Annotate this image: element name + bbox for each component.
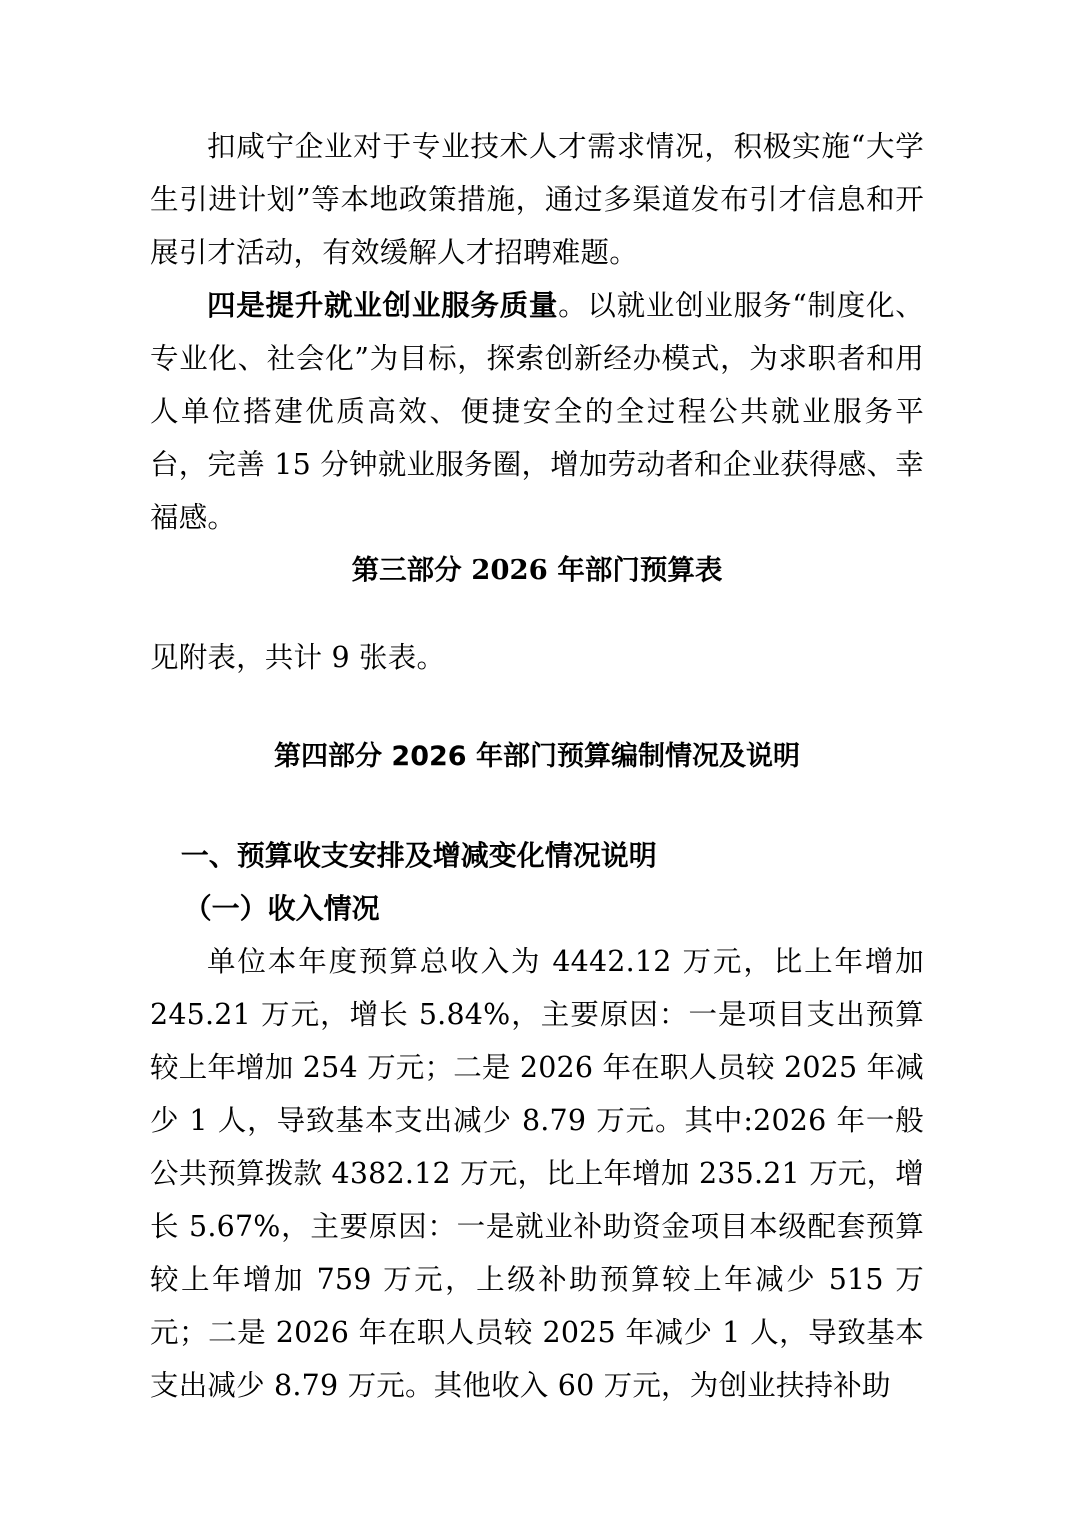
paragraph-talent-recruitment: 扣咸宁企业对于专业技术人才需求情况，积极实施“大学生引进计划”等本地政策措施，通过多渠道发布引才信息和开展引才活动，有效缓解人才招聘难题。 <box>150 130 924 269</box>
spacer <box>150 783 924 829</box>
paragraph-lead-label: 四是提升就业创业服务质量 <box>207 288 559 322</box>
paragraph-income-details: 单位本年度预算总收入为 4442.12 万元，比上年增加 245.21 万元，增长 5.84%，主要原因：一是项目支出预算较上年增加 254 万元；二是 2026 年在职人员较 2025 年减少 1 人，导致基本支出减少 8.79 万元。其中:2026 年一般公共预算拨款 4382.12 万元，比上年增加 235.21 万元，增长 5.67%，主要原因：一是就业补助资金项目本级配套预算较上年增加 759 万元，上级补助预算较上年减少 515 万元；二是 2026 年在职人员较 2025 年减少 1 人，导致基本支出减少 8.79 万元。其他收入 60 万元，为创业扶持补助 <box>150 945 924 1402</box>
heading-income-situation: （一）收入情况 <box>183 892 380 925</box>
spacer <box>150 684 924 730</box>
spacer <box>150 597 924 631</box>
paragraph-service-quality <box>150 279 924 544</box>
paragraph-service-quality-text: 。以就业创业服务“制度化、专业化、社会化”为目标，探索创新经办模式，为求职者和用人单位搭建优质高效、便捷安全的全过程公共就业服务平台，完善 15 分钟就业服务圈，增加劳动者和企业获得感、幸福感。 <box>150 289 925 534</box>
section-four-title: 第四部分 2026 年部门预算编制情况及说明 <box>274 741 800 772</box>
section-three-title: 第三部分 2026 年部门预算表 <box>351 554 723 586</box>
heading-budget-revenue-expenditure: 一、预算收支安排及增减变化情况说明 <box>180 839 657 872</box>
section-three-note: 见附表，共计 9 张表。 <box>150 641 446 674</box>
